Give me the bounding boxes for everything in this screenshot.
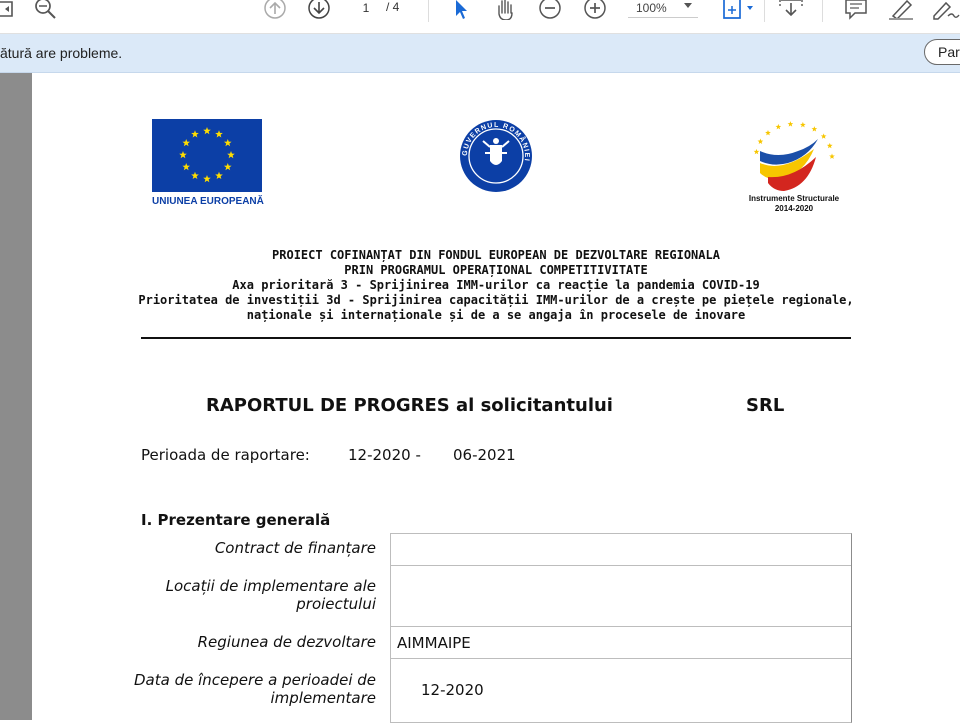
toolbar-divider <box>822 0 823 22</box>
period-label: Perioada de raportare: <box>141 446 310 464</box>
select-cursor-icon[interactable] <box>450 0 472 20</box>
table-row <box>391 534 851 566</box>
structural-instruments-caption: Instrumente Structurale <box>748 194 840 203</box>
cell-start-date-value: 12-2020 <box>421 681 484 699</box>
toolbar-divider <box>764 0 765 22</box>
header-divider <box>141 337 851 339</box>
is-star-icon <box>754 149 760 154</box>
is-star-icon <box>812 126 818 131</box>
page-total: / 4 <box>386 0 400 14</box>
notification-action-button[interactable]: Par <box>924 39 960 65</box>
period-start: 12-2020 - <box>348 446 421 464</box>
page-number-input[interactable] <box>352 0 380 17</box>
period-end: 06-2021 <box>453 446 516 464</box>
structural-instruments-logo <box>738 121 850 221</box>
structural-instruments-years: 2014-2020 <box>774 204 814 213</box>
zoom-out-icon[interactable] <box>537 0 563 20</box>
toolbar-divider <box>428 0 429 22</box>
zoom-search-icon[interactable] <box>33 0 59 20</box>
header-line: PRIN PROGRAMUL OPERAȚIONAL COMPETITIVITATE <box>344 263 648 277</box>
is-star-icon <box>800 122 806 127</box>
chevron-down-icon <box>684 3 692 9</box>
report-title-company-suffix: SRL <box>746 395 785 416</box>
highlight-pen-icon[interactable] <box>886 0 916 20</box>
is-star-icon <box>776 124 782 129</box>
report-title: RAPORTUL DE PROGRES al solicitantului <box>206 395 613 416</box>
is-star-icon <box>765 130 771 135</box>
cell-region-value: AIMMAIPE <box>397 634 471 652</box>
hand-tool-icon[interactable] <box>492 0 518 20</box>
sign-icon[interactable] <box>930 0 960 20</box>
is-star-icon <box>788 121 794 126</box>
structural-instruments-icon <box>738 121 850 195</box>
row-label-contract: Contract de finanțare <box>214 539 376 557</box>
table-row <box>391 659 851 723</box>
government-seal <box>459 119 533 193</box>
comment-icon[interactable] <box>842 0 870 20</box>
svg-text:GUVERNUL ROMÂNIEI: GUVERNUL ROMÂNIEI <box>461 121 531 163</box>
table-row <box>391 627 851 659</box>
zoom-in-icon[interactable] <box>582 0 608 20</box>
notification-bar <box>0 34 960 73</box>
header-line: Prioritatea de investiții 3d - Sprijinirea capacității IMM-urilor de a crește pe piețele regionale, <box>138 293 854 307</box>
is-star-icon <box>821 133 827 138</box>
row-label-locations: Locații de implementare ale proiectului <box>165 577 376 613</box>
romanian-coat-of-arms-icon <box>459 119 533 193</box>
page-fit-icon[interactable] <box>720 0 756 20</box>
header-line: Axa prioritară 3 - Sprijinirea IMM-urilor ca reacție la pandemia COVID-19 <box>232 278 760 292</box>
next-page-icon[interactable] <box>306 0 332 20</box>
previous-page-icon[interactable] <box>262 0 288 20</box>
eu-flag-icon <box>152 119 262 193</box>
header-line: naționale și internaționale și de a se angaja în procesele de inovare <box>246 308 746 322</box>
zoom-level-value: 100% <box>636 1 667 15</box>
row-label-region: Regiunea de dezvoltare <box>197 633 376 651</box>
sidebar-toggle-icon[interactable] <box>0 0 16 20</box>
notification-message: ătură are probleme. <box>0 45 123 61</box>
eu-logo <box>152 119 262 209</box>
general-info-table <box>390 533 852 723</box>
row-label-start-date: Data de începere a perioadei de implementare <box>133 671 376 707</box>
download-icon[interactable] <box>776 0 806 20</box>
is-star-icon <box>827 143 833 148</box>
is-star-icon <box>758 139 764 144</box>
is-star-icon <box>829 153 835 158</box>
section-title: I. Prezentare generală <box>141 511 331 529</box>
toolbar <box>0 0 960 34</box>
table-row <box>391 566 851 627</box>
eu-logo-text: UNIUNEA EUROPEANĂ <box>152 196 264 207</box>
zoom-level-select[interactable] <box>628 0 698 18</box>
document-viewer[interactable] <box>0 73 960 720</box>
header-line: PROIECT COFINANȚAT DIN FONDUL EUROPEAN DE DEZVOLTARE REGIONALA <box>272 248 720 262</box>
document-page <box>32 73 960 720</box>
